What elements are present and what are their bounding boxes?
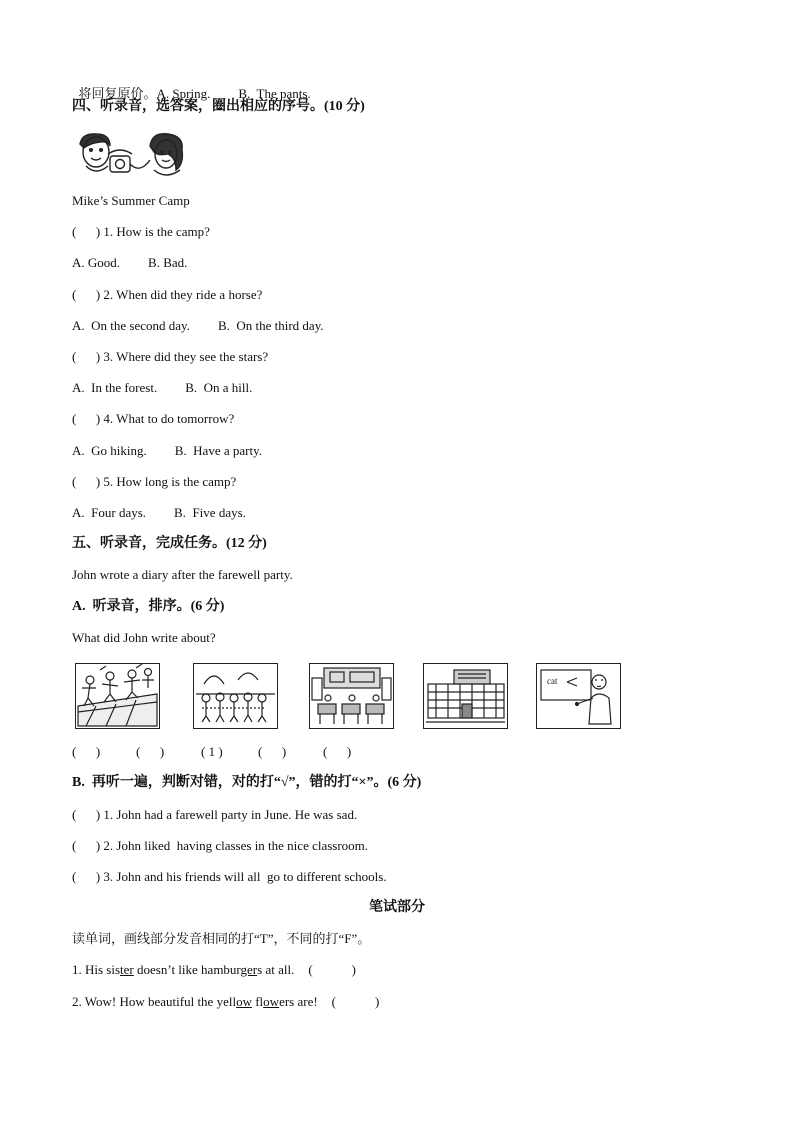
- picture-outing: [75, 663, 160, 729]
- section4-heading: 四、听录音，选答案，圈出相应的序号。(10 分): [72, 99, 365, 114]
- order-blank-3: ( 1 ): [201, 744, 223, 759]
- subtitle: Mike’s Summer Camp: [72, 193, 190, 208]
- partA-question: What did John write about?: [72, 630, 216, 645]
- option-b: B. Bad.: [148, 255, 188, 270]
- answer-blank: ( ): [331, 994, 380, 1009]
- partB-heading: B. 再听一遍，判断对错，对的打“√”，错的打“×”。(6 分): [72, 775, 422, 790]
- picture-teacher: [536, 663, 621, 729]
- option-b: B. On the third day.: [217, 318, 324, 333]
- sentence-2: [72, 993, 379, 1011]
- section5-heading: 五、听录音，完成任务。(12 分): [72, 536, 267, 551]
- sentence-text: 2. Wow! How beautiful the yell: [72, 994, 237, 1009]
- partB-item-3: ( ) 3. John and his friends will all go to different schools.: [72, 869, 387, 884]
- picture-classroom: [309, 663, 394, 729]
- question-1: ( ) 1. How is the camp?: [72, 224, 210, 239]
- order-blank-1: ( ): [72, 744, 101, 759]
- question-3: ( ) 3. Where did they see the stars?: [72, 349, 269, 364]
- option-b: B. The pants.: [238, 86, 311, 101]
- option-a: A. Four days.: [72, 505, 147, 520]
- order-blank-2: ( ): [136, 744, 165, 759]
- options-1: [72, 254, 187, 272]
- partA-heading: A. 听录音，排序。(6 分): [72, 599, 225, 614]
- sentence-text: s at all.: [257, 962, 295, 977]
- options-5: [72, 504, 246, 522]
- underlined-part: ow: [263, 994, 280, 1009]
- answer-blank: ( ): [308, 962, 356, 977]
- partB-item-2: ( ) 2. John liked having classes in the nice classroom.: [72, 838, 369, 853]
- order-blank-5: ( ): [323, 744, 352, 759]
- option-a: A. Go hiking.: [72, 443, 147, 458]
- partB-item-1: ( ) 1. John had a farewell party in June. He was sad.: [72, 807, 358, 822]
- question-4: ( ) 4. What to do tomorrow?: [72, 411, 235, 426]
- options-2: [72, 317, 324, 335]
- option-a: A. Spring.: [156, 86, 211, 101]
- question-5: ( ) 5. How long is the camp?: [72, 474, 237, 489]
- top-line-prefix: 将回复原价。: [78, 86, 157, 101]
- option-a: A. On the second day.: [72, 318, 190, 333]
- written-instruction: 读单词，画线部分发音相同的打“T”，不同的打“F”。: [72, 931, 371, 946]
- sentence-1: [72, 961, 356, 979]
- question-2: ( ) 2. When did they ride a horse?: [72, 287, 263, 302]
- option-a: A. Good.: [72, 255, 121, 270]
- sentence-text: fl: [251, 994, 264, 1009]
- underlined-part: ger: [240, 962, 258, 977]
- underlined-part: ter: [120, 962, 134, 977]
- option-b: B. Have a party.: [174, 443, 262, 458]
- section5-intro: John wrote a diary after the farewell party.: [72, 567, 293, 582]
- options-3: [72, 379, 252, 397]
- sentence-text: ers are!: [279, 994, 318, 1009]
- phone-call-illustration: [72, 130, 190, 182]
- option-b: B. On a hill.: [185, 380, 253, 395]
- written-heading: 笔试部分: [369, 900, 425, 915]
- option-b: B. Five days.: [174, 505, 246, 520]
- order-blank-4: ( ): [258, 744, 287, 759]
- underlined-part: ow: [236, 994, 252, 1009]
- picture-group: [193, 663, 278, 729]
- sentence-text: 1. His sis: [72, 962, 121, 977]
- options-4: [72, 442, 262, 460]
- option-a: A. In the forest.: [72, 380, 158, 395]
- sentence-text: doesn’t like hambur: [133, 962, 241, 977]
- blackboard-word: cat: [547, 676, 558, 686]
- picture-school-building: [423, 663, 508, 729]
